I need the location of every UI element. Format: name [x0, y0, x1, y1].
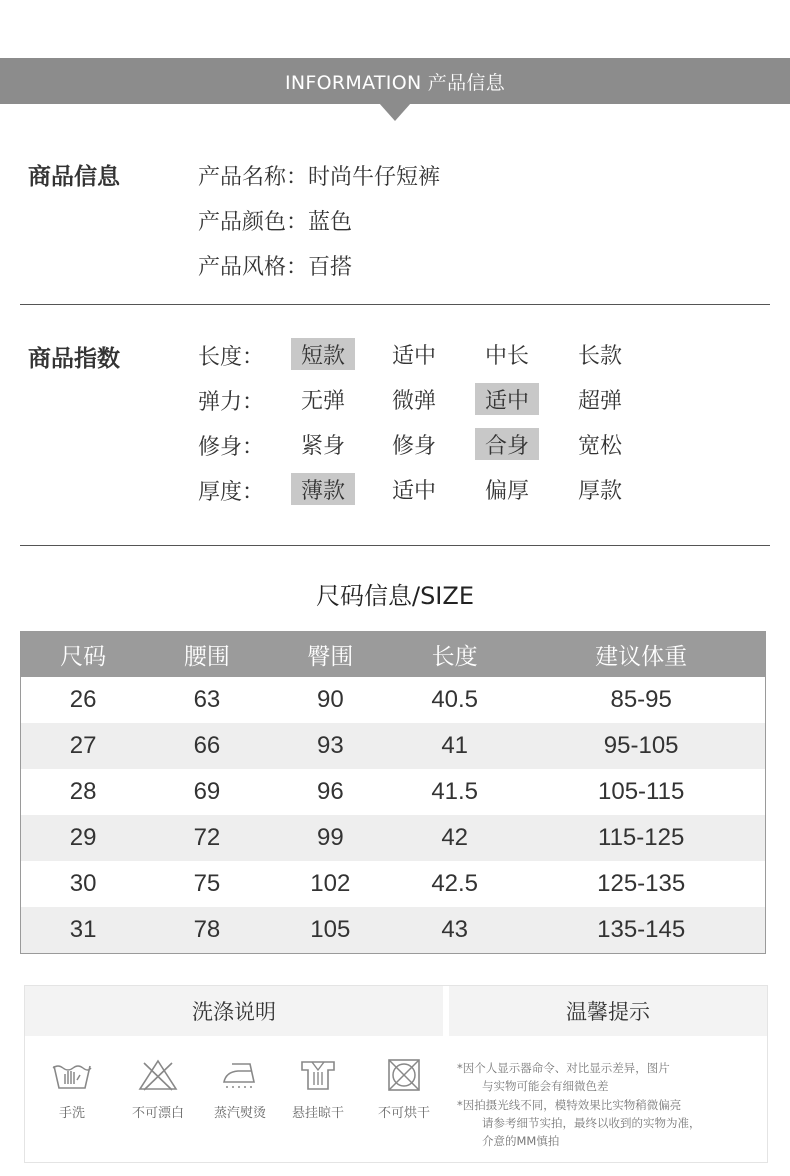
table-cell: 69 [193, 778, 221, 805]
option: 无弹 [300, 388, 345, 414]
notice-line: 与实物可能会有细微色差 [482, 1079, 609, 1093]
table-cell: 96 [316, 778, 344, 805]
tips-title: 温馨提示 [566, 1000, 650, 1024]
product-style-line: 产品风格：百搭 [198, 255, 353, 280]
table-cell: 43 [392, 907, 517, 954]
notice-line: *因拍摄光线不同，模特效果比实物稍微偏亮 [457, 1098, 682, 1112]
care-label: 不可漂白 [131, 1106, 184, 1121]
banner-arrow [379, 103, 411, 121]
table-cell: 105 [269, 907, 392, 954]
option: 适中 [391, 478, 436, 504]
wash-instructions-title: 洗涤说明 [192, 1000, 276, 1024]
table-cell: 63 [193, 686, 221, 713]
column-header: 臀围 [269, 632, 392, 678]
hang-dry-icon [296, 1058, 340, 1092]
table-cell: 40.5 [431, 686, 479, 713]
table-cell: 95-105 [517, 723, 765, 769]
table-row [21, 815, 766, 861]
table-cell: 42.5 [431, 870, 479, 897]
care-item-hang-dry [283, 1058, 353, 1121]
hand-wash-icon [50, 1058, 94, 1092]
table-cell: 135-145 [517, 907, 765, 954]
table-header-row [21, 632, 766, 678]
option-selected: 合身 [475, 428, 539, 460]
no-tumble-dry-icon [382, 1058, 426, 1092]
table-row [21, 907, 766, 954]
attr-label-length: 长度： [198, 345, 265, 370]
no-bleach-icon [136, 1058, 180, 1092]
option: 适中 [391, 343, 436, 369]
table-cell: 26 [69, 686, 97, 713]
table-cell: 78 [145, 907, 268, 954]
table-row [21, 769, 766, 815]
option: 厚款 [577, 478, 622, 504]
table-row [21, 861, 766, 907]
care-item-no-bleach [123, 1058, 193, 1121]
option: 长款 [577, 343, 622, 369]
table-cell: 66 [145, 723, 268, 769]
option: 中长 [484, 343, 529, 369]
table-cell: 90 [316, 686, 344, 713]
table-cell: 102 [310, 870, 351, 897]
column-header: 长度 [392, 632, 517, 678]
table-cell: 28 [69, 778, 97, 805]
option-selected: 薄款 [291, 473, 355, 505]
option: 偏厚 [484, 478, 529, 504]
table-cell: 31 [21, 907, 146, 954]
section-divider [20, 304, 770, 305]
option-selected: 短款 [291, 338, 355, 370]
option: 修身 [391, 433, 436, 459]
table-cell: 41.5 [431, 778, 479, 805]
product-color-line: 产品颜色：蓝色 [198, 210, 353, 235]
size-info-title: 尺码信息/SIZE [315, 582, 474, 610]
size-table [20, 631, 766, 954]
table-cell: 105-115 [598, 778, 685, 805]
care-label: 悬挂晾干 [291, 1106, 344, 1121]
care-item-steam-iron [205, 1058, 275, 1121]
option: 宽松 [577, 433, 622, 459]
care-item-hand-wash [37, 1058, 107, 1121]
section-divider [20, 545, 770, 546]
option-selected: 适中 [475, 383, 539, 415]
attr-label-fit: 修身： [198, 435, 265, 460]
steam-iron-icon [218, 1058, 262, 1092]
option: 微弹 [391, 388, 436, 414]
table-cell: 99 [269, 815, 392, 861]
care-label: 手洗 [58, 1106, 85, 1121]
tips-header [449, 986, 767, 1036]
care-label: 不可烘干 [377, 1106, 430, 1121]
table-cell: 75 [193, 870, 221, 897]
banner-title: INFORMATION 产品信息 [284, 71, 506, 94]
product-index-title: 商品指数 [28, 346, 120, 372]
notice-line: 请参考细节实拍，最终以收到的实物为准， [482, 1116, 701, 1130]
table-cell: 125-135 [597, 870, 686, 897]
info-banner [0, 58, 790, 104]
table-cell: 30 [69, 870, 97, 897]
table-row [21, 723, 766, 769]
table-cell: 27 [21, 723, 146, 769]
table-cell: 72 [145, 815, 268, 861]
table-cell: 29 [21, 815, 146, 861]
table-cell: 42 [392, 815, 517, 861]
column-header: 尺码 [21, 632, 146, 678]
option: 超弹 [577, 388, 622, 414]
table-row [21, 677, 766, 723]
column-header: 建议体重 [517, 632, 765, 678]
product-info-title: 商品信息 [28, 164, 120, 190]
attr-label-thickness: 厚度： [198, 480, 265, 505]
table-cell: 115-125 [517, 815, 765, 861]
notice-line: *因个人显示器命令、对比显示差异，图片 [457, 1061, 670, 1075]
attr-label-elasticity: 弹力： [198, 390, 265, 415]
option: 紧身 [300, 433, 345, 459]
notice-line: 介意的MM慎拍 [482, 1134, 560, 1148]
column-header: 腰围 [145, 632, 268, 678]
product-name-line: 产品名称：时尚牛仔短裤 [198, 165, 441, 190]
care-item-no-tumble-dry [369, 1058, 439, 1121]
table-cell: 41 [392, 723, 517, 769]
care-label: 蒸汽熨烫 [213, 1106, 266, 1121]
table-cell: 85-95 [610, 686, 672, 713]
table-cell: 93 [269, 723, 392, 769]
wash-instructions-header [25, 986, 443, 1036]
